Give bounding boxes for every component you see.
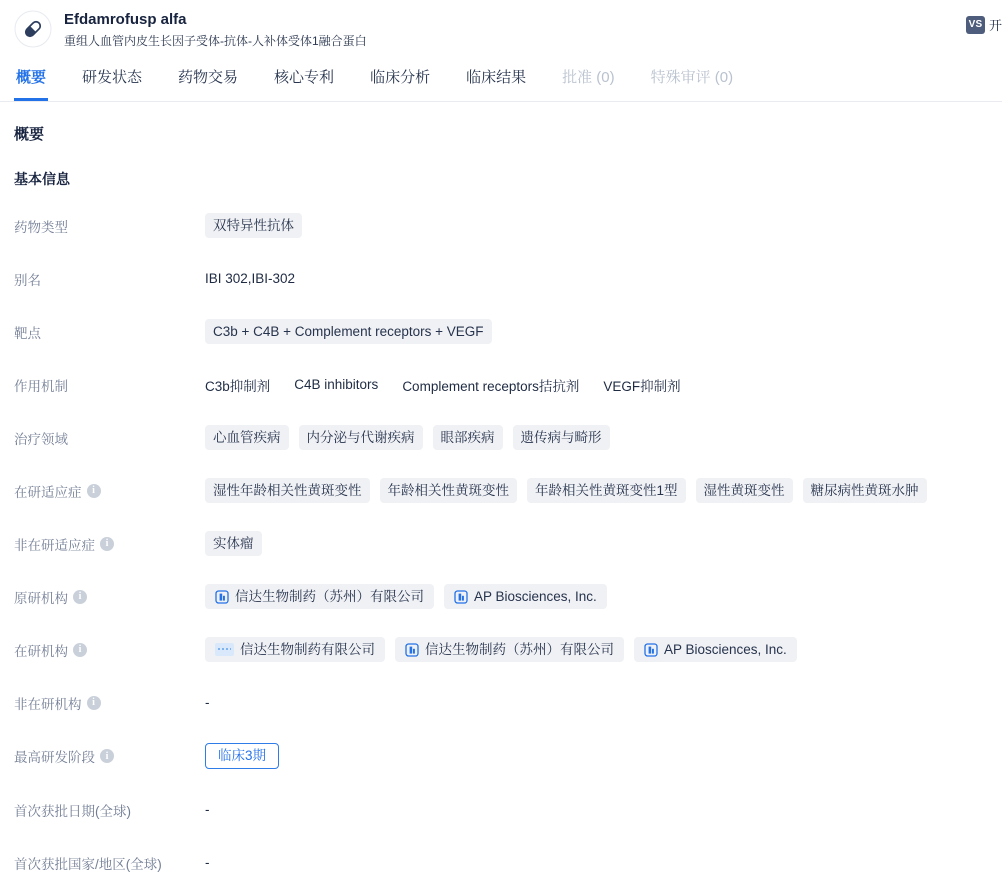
info-row (14, 637, 988, 662)
org-name: 信达生物制药有限公司 (240, 642, 375, 657)
building-icon (215, 590, 229, 604)
org-name: AP Biosciences, Inc. (664, 642, 787, 657)
row-label-text: 首次获批国家/地区(全球) (14, 856, 162, 872)
mechanism-item: VEGF抑制剂 (603, 378, 681, 394)
org-tag[interactable] (395, 637, 624, 662)
tab-3[interactable]: 药物交易 (178, 69, 239, 86)
subsection-title-basic-info: 基本信息 (14, 171, 70, 187)
info-row (14, 850, 988, 875)
row-value (205, 802, 210, 817)
building-icon (644, 643, 658, 657)
org-tag[interactable] (205, 584, 434, 609)
building-icon (405, 643, 419, 657)
value-text: - (205, 695, 210, 710)
info-icon[interactable]: i (100, 749, 114, 763)
info-row (14, 372, 988, 397)
tab-6[interactable]: 临床结果 (466, 69, 527, 86)
row-label-text: 作用机制 (14, 378, 68, 394)
org-name: 信达生物制药（苏州）有限公司 (425, 642, 614, 657)
compare-button[interactable] (966, 15, 1002, 34)
info-row (14, 425, 988, 450)
row-label (14, 216, 205, 236)
tab-8: 特殊审评 (0) (650, 69, 734, 86)
tab-bar (0, 62, 1002, 102)
row-value (205, 855, 210, 870)
info-icon[interactable]: i (73, 590, 87, 604)
value-tag[interactable]: C3b + C4B + Complement receptors + VEGF (205, 319, 492, 344)
stock-badge-icon (215, 643, 234, 656)
info-row (14, 531, 988, 556)
row-value (205, 375, 681, 395)
row-label (14, 800, 205, 820)
row-label (14, 746, 205, 766)
row-label (14, 269, 205, 289)
value-text: - (205, 802, 210, 817)
stage-tag: 临床3期 (205, 743, 279, 769)
row-value (205, 637, 797, 662)
page-title: Efdamrofusp alfa (64, 11, 187, 28)
value-tag[interactable]: 湿性黄斑变性 (696, 478, 793, 503)
tab-1[interactable]: 概要 (14, 62, 48, 101)
row-value (205, 425, 610, 450)
value-text: - (205, 855, 210, 870)
value-text: IBI 302,IBI-302 (205, 271, 296, 286)
row-label-text: 原研机构 (14, 590, 68, 606)
info-icon[interactable]: i (73, 643, 87, 657)
org-tag[interactable] (205, 637, 385, 662)
info-row (14, 690, 988, 715)
vs-badge-icon: VS (966, 16, 985, 34)
org-tag[interactable] (634, 637, 797, 662)
info-row (14, 797, 988, 822)
value-tag[interactable]: 心血管疾病 (205, 425, 289, 450)
org-name: AP Biosciences, Inc. (474, 589, 597, 604)
mechanism-item: C4B inhibitors (294, 377, 379, 392)
row-value (205, 319, 492, 344)
info-icon[interactable]: i (87, 696, 101, 710)
info-row (14, 213, 988, 238)
tab-4[interactable]: 核心专利 (274, 69, 335, 86)
drug-pill-icon (14, 10, 52, 48)
row-label-text: 非在研机构 (14, 696, 82, 712)
row-label-text: 治疗领域 (14, 431, 68, 447)
section-title-overview: 概要 (14, 126, 45, 143)
info-row (14, 266, 988, 291)
row-label (14, 693, 205, 713)
row-value (205, 478, 927, 503)
info-icon[interactable]: i (87, 484, 101, 498)
row-value (205, 531, 262, 556)
mechanism-item: Complement receptors拮抗剂 (402, 378, 580, 394)
row-value (205, 695, 210, 710)
info-row (14, 743, 988, 769)
tab-5[interactable]: 临床分析 (370, 69, 431, 86)
info-row (14, 478, 988, 503)
row-label (14, 534, 205, 554)
row-label (14, 375, 205, 395)
row-label (14, 428, 205, 448)
drug-header (0, 0, 1002, 49)
value-tag[interactable]: 年龄相关性黄斑变性1型 (527, 478, 686, 503)
row-label-text: 药物类型 (14, 219, 68, 235)
row-label-text: 在研适应症 (14, 484, 82, 500)
tab-7: 批准 (0) (562, 69, 615, 86)
row-label (14, 587, 205, 607)
row-label-text: 别名 (14, 272, 41, 288)
drug-subtitle: 重组人血管内皮生长因子受体-抗体-人补体受体1融合蛋白 (64, 34, 367, 48)
value-tag[interactable]: 遗传病与畸形 (513, 425, 610, 450)
value-tag[interactable]: 糖尿病性黄斑水肿 (803, 478, 927, 503)
building-icon (454, 590, 468, 604)
info-row (14, 584, 988, 609)
org-tag[interactable] (444, 584, 607, 609)
row-value (205, 743, 279, 769)
info-rows (14, 213, 988, 875)
mechanism-item: C3b抑制剂 (205, 378, 271, 394)
row-label-text: 靶点 (14, 325, 41, 341)
row-label-text: 首次获批日期(全球) (14, 803, 131, 819)
value-tag[interactable]: 湿性年龄相关性黄斑变性 (205, 478, 370, 503)
info-icon[interactable]: i (100, 537, 114, 551)
row-value (205, 584, 607, 609)
row-label-text: 最高研发阶段 (14, 750, 95, 765)
row-value (205, 271, 295, 286)
row-label (14, 481, 205, 501)
org-name: 信达生物制药（苏州）有限公司 (235, 589, 424, 604)
value-tag[interactable]: 年龄相关性黄斑变性 (380, 478, 518, 503)
row-label (14, 853, 205, 873)
value-tag[interactable]: 眼部疾病 (433, 425, 503, 450)
value-tag[interactable]: 实体瘤 (205, 531, 262, 556)
row-label (14, 640, 205, 660)
value-tag[interactable]: 内分泌与代谢疾病 (299, 425, 423, 450)
row-value (205, 213, 302, 238)
info-row (14, 319, 988, 344)
row-label (14, 322, 205, 342)
tab-2[interactable]: 研发状态 (82, 69, 143, 86)
value-tag[interactable]: 双特异性抗体 (205, 213, 302, 238)
row-label-text: 在研机构 (14, 643, 68, 659)
overview-content (0, 102, 1002, 875)
compare-label: 开 (989, 18, 1002, 33)
row-label-text: 非在研适应症 (14, 537, 95, 553)
